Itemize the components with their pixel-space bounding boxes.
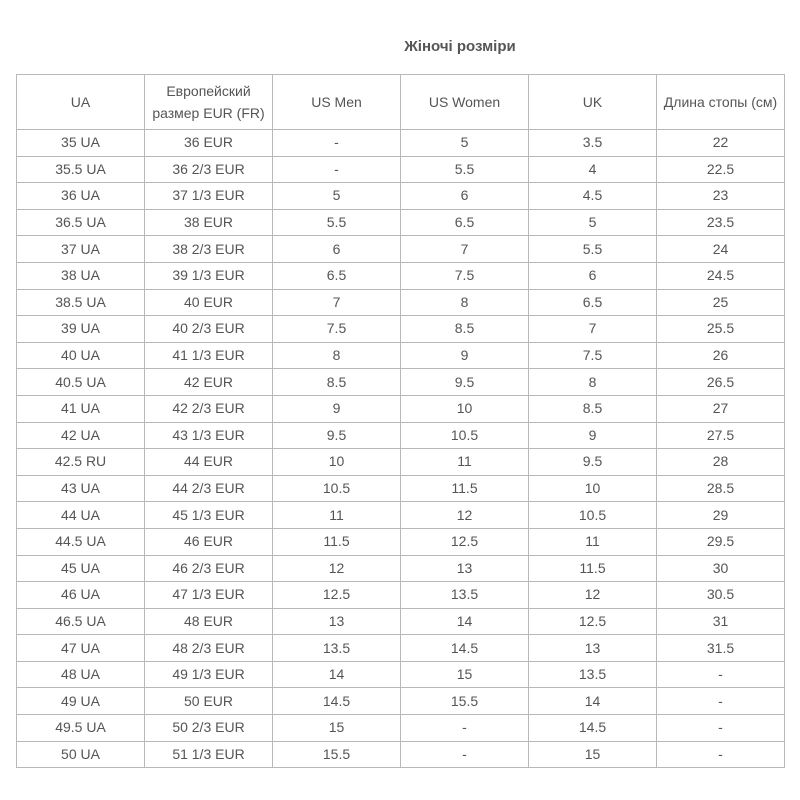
cell-us-women: 10 bbox=[401, 395, 529, 422]
cell-ua: 49 UA bbox=[17, 688, 145, 715]
cell-us-men: - bbox=[273, 156, 401, 183]
cell-us-men: 12.5 bbox=[273, 582, 401, 609]
cell-foot-length: 27.5 bbox=[657, 422, 785, 449]
cell-uk: 6 bbox=[529, 262, 657, 289]
cell-us-women: 6 bbox=[401, 183, 529, 210]
cell-ua: 46 UA bbox=[17, 582, 145, 609]
cell-ua: 36 UA bbox=[17, 183, 145, 210]
cell-us-women: 8 bbox=[401, 289, 529, 316]
table-row bbox=[17, 236, 785, 263]
table-body bbox=[17, 130, 785, 768]
cell-eur: 37 1/3 EUR bbox=[145, 183, 273, 210]
cell-uk: 7 bbox=[529, 316, 657, 343]
cell-us-men: 7.5 bbox=[273, 316, 401, 343]
cell-foot-length: 24 bbox=[657, 236, 785, 263]
cell-us-men: 6 bbox=[273, 236, 401, 263]
size-chart-table bbox=[16, 74, 785, 768]
cell-foot-length: 31 bbox=[657, 608, 785, 635]
cell-eur: 50 EUR bbox=[145, 688, 273, 715]
table-row bbox=[17, 715, 785, 742]
column-header-eur: Европейский размер EUR (FR) bbox=[145, 75, 273, 130]
cell-us-women: 7 bbox=[401, 236, 529, 263]
cell-us-men: 9 bbox=[273, 395, 401, 422]
cell-uk: 14.5 bbox=[529, 715, 657, 742]
cell-foot-length: 28 bbox=[657, 449, 785, 476]
cell-foot-length: 27 bbox=[657, 395, 785, 422]
cell-uk: 9 bbox=[529, 422, 657, 449]
cell-foot-length: 26.5 bbox=[657, 369, 785, 396]
cell-ua: 47 UA bbox=[17, 635, 145, 662]
table-row bbox=[17, 369, 785, 396]
table-row bbox=[17, 608, 785, 635]
cell-eur: 46 2/3 EUR bbox=[145, 555, 273, 582]
table-header-row bbox=[17, 75, 785, 130]
cell-ua: 37 UA bbox=[17, 236, 145, 263]
cell-us-women: 13 bbox=[401, 555, 529, 582]
cell-ua: 35.5 UA bbox=[17, 156, 145, 183]
cell-ua: 42.5 RU bbox=[17, 449, 145, 476]
cell-ua: 49.5 UA bbox=[17, 715, 145, 742]
table-row bbox=[17, 422, 785, 449]
cell-ua: 44 UA bbox=[17, 502, 145, 529]
cell-uk: 8.5 bbox=[529, 395, 657, 422]
cell-ua: 42 UA bbox=[17, 422, 145, 449]
cell-us-women: 12 bbox=[401, 502, 529, 529]
cell-ua: 44.5 UA bbox=[17, 528, 145, 555]
cell-us-women: 6.5 bbox=[401, 209, 529, 236]
cell-eur: 47 1/3 EUR bbox=[145, 582, 273, 609]
page-title: Жіночі розміри bbox=[404, 38, 516, 55]
cell-us-men: 14.5 bbox=[273, 688, 401, 715]
cell-uk: 13.5 bbox=[529, 661, 657, 688]
cell-us-women: 9 bbox=[401, 342, 529, 369]
cell-us-women: 13.5 bbox=[401, 582, 529, 609]
cell-eur: 49 1/3 EUR bbox=[145, 661, 273, 688]
column-header-us-men: US Men bbox=[273, 75, 401, 130]
cell-us-men: 11 bbox=[273, 502, 401, 529]
cell-uk: 9.5 bbox=[529, 449, 657, 476]
cell-eur: 48 2/3 EUR bbox=[145, 635, 273, 662]
cell-us-men: 5.5 bbox=[273, 209, 401, 236]
cell-us-men: 15 bbox=[273, 715, 401, 742]
cell-foot-length: 26 bbox=[657, 342, 785, 369]
table-row bbox=[17, 316, 785, 343]
cell-foot-length: 29.5 bbox=[657, 528, 785, 555]
table-row bbox=[17, 209, 785, 236]
cell-eur: 51 1/3 EUR bbox=[145, 741, 273, 768]
cell-uk: 3.5 bbox=[529, 130, 657, 157]
cell-ua: 38 UA bbox=[17, 262, 145, 289]
cell-foot-length: - bbox=[657, 688, 785, 715]
cell-foot-length: 23.5 bbox=[657, 209, 785, 236]
cell-eur: 39 1/3 EUR bbox=[145, 262, 273, 289]
cell-foot-length: 22 bbox=[657, 130, 785, 157]
cell-us-men: - bbox=[273, 130, 401, 157]
cell-foot-length: 28.5 bbox=[657, 475, 785, 502]
cell-eur: 44 2/3 EUR bbox=[145, 475, 273, 502]
cell-us-women: 14.5 bbox=[401, 635, 529, 662]
cell-ua: 38.5 UA bbox=[17, 289, 145, 316]
cell-eur: 41 1/3 EUR bbox=[145, 342, 273, 369]
column-header-us-women: US Women bbox=[401, 75, 529, 130]
cell-ua: 40.5 UA bbox=[17, 369, 145, 396]
table-row bbox=[17, 555, 785, 582]
cell-us-women: 8.5 bbox=[401, 316, 529, 343]
cell-ua: 40 UA bbox=[17, 342, 145, 369]
cell-ua: 41 UA bbox=[17, 395, 145, 422]
cell-us-men: 6.5 bbox=[273, 262, 401, 289]
column-header-ua: UA bbox=[17, 75, 145, 130]
table-row bbox=[17, 502, 785, 529]
cell-us-men: 8.5 bbox=[273, 369, 401, 396]
cell-us-men: 11.5 bbox=[273, 528, 401, 555]
cell-uk: 15 bbox=[529, 741, 657, 768]
cell-uk: 4.5 bbox=[529, 183, 657, 210]
table-row bbox=[17, 582, 785, 609]
cell-us-women: 12.5 bbox=[401, 528, 529, 555]
cell-us-women: 15 bbox=[401, 661, 529, 688]
cell-ua: 35 UA bbox=[17, 130, 145, 157]
cell-us-men: 10 bbox=[273, 449, 401, 476]
cell-uk: 10.5 bbox=[529, 502, 657, 529]
cell-us-men: 10.5 bbox=[273, 475, 401, 502]
cell-uk: 12 bbox=[529, 582, 657, 609]
cell-us-men: 15.5 bbox=[273, 741, 401, 768]
cell-us-women: 14 bbox=[401, 608, 529, 635]
cell-foot-length: - bbox=[657, 715, 785, 742]
cell-eur: 40 2/3 EUR bbox=[145, 316, 273, 343]
cell-foot-length: - bbox=[657, 741, 785, 768]
cell-uk: 4 bbox=[529, 156, 657, 183]
cell-us-men: 14 bbox=[273, 661, 401, 688]
cell-foot-length: 31.5 bbox=[657, 635, 785, 662]
table-row bbox=[17, 395, 785, 422]
cell-uk: 6.5 bbox=[529, 289, 657, 316]
table-row bbox=[17, 741, 785, 768]
cell-ua: 39 UA bbox=[17, 316, 145, 343]
table-row bbox=[17, 183, 785, 210]
cell-us-men: 13.5 bbox=[273, 635, 401, 662]
cell-us-men: 8 bbox=[273, 342, 401, 369]
cell-foot-length: 30.5 bbox=[657, 582, 785, 609]
column-header-foot-length: Длина стопы (см) bbox=[657, 75, 785, 130]
cell-eur: 42 EUR bbox=[145, 369, 273, 396]
column-header-uk: UK bbox=[529, 75, 657, 130]
cell-us-men: 9.5 bbox=[273, 422, 401, 449]
cell-eur: 46 EUR bbox=[145, 528, 273, 555]
table-row bbox=[17, 342, 785, 369]
cell-us-men: 12 bbox=[273, 555, 401, 582]
cell-eur: 36 EUR bbox=[145, 130, 273, 157]
cell-us-women: - bbox=[401, 715, 529, 742]
cell-ua: 36.5 UA bbox=[17, 209, 145, 236]
table-row bbox=[17, 688, 785, 715]
cell-foot-length: - bbox=[657, 661, 785, 688]
cell-uk: 12.5 bbox=[529, 608, 657, 635]
cell-eur: 45 1/3 EUR bbox=[145, 502, 273, 529]
table-row bbox=[17, 289, 785, 316]
cell-foot-length: 24.5 bbox=[657, 262, 785, 289]
cell-eur: 38 2/3 EUR bbox=[145, 236, 273, 263]
cell-uk: 10 bbox=[529, 475, 657, 502]
cell-foot-length: 25 bbox=[657, 289, 785, 316]
cell-eur: 43 1/3 EUR bbox=[145, 422, 273, 449]
cell-foot-length: 22.5 bbox=[657, 156, 785, 183]
cell-uk: 11 bbox=[529, 528, 657, 555]
cell-ua: 48 UA bbox=[17, 661, 145, 688]
cell-uk: 8 bbox=[529, 369, 657, 396]
cell-foot-length: 23 bbox=[657, 183, 785, 210]
table-row bbox=[17, 661, 785, 688]
cell-us-men: 13 bbox=[273, 608, 401, 635]
table-row bbox=[17, 635, 785, 662]
cell-us-women: 11.5 bbox=[401, 475, 529, 502]
cell-ua: 46.5 UA bbox=[17, 608, 145, 635]
cell-uk: 11.5 bbox=[529, 555, 657, 582]
cell-uk: 5.5 bbox=[529, 236, 657, 263]
cell-foot-length: 29 bbox=[657, 502, 785, 529]
cell-us-men: 5 bbox=[273, 183, 401, 210]
cell-ua: 43 UA bbox=[17, 475, 145, 502]
cell-foot-length: 25.5 bbox=[657, 316, 785, 343]
cell-uk: 14 bbox=[529, 688, 657, 715]
cell-uk: 7.5 bbox=[529, 342, 657, 369]
cell-us-women: - bbox=[401, 741, 529, 768]
table-row bbox=[17, 475, 785, 502]
cell-eur: 40 EUR bbox=[145, 289, 273, 316]
cell-us-women: 5.5 bbox=[401, 156, 529, 183]
table-row bbox=[17, 262, 785, 289]
table-row bbox=[17, 130, 785, 157]
cell-eur: 42 2/3 EUR bbox=[145, 395, 273, 422]
cell-us-women: 10.5 bbox=[401, 422, 529, 449]
cell-ua: 45 UA bbox=[17, 555, 145, 582]
cell-eur: 44 EUR bbox=[145, 449, 273, 476]
cell-uk: 5 bbox=[529, 209, 657, 236]
cell-ua: 50 UA bbox=[17, 741, 145, 768]
cell-eur: 38 EUR bbox=[145, 209, 273, 236]
cell-eur: 48 EUR bbox=[145, 608, 273, 635]
cell-us-women: 15.5 bbox=[401, 688, 529, 715]
cell-us-women: 5 bbox=[401, 130, 529, 157]
cell-us-women: 9.5 bbox=[401, 369, 529, 396]
cell-us-women: 11 bbox=[401, 449, 529, 476]
cell-eur: 36 2/3 EUR bbox=[145, 156, 273, 183]
table-row bbox=[17, 528, 785, 555]
table-row bbox=[17, 449, 785, 476]
cell-us-men: 7 bbox=[273, 289, 401, 316]
table-row bbox=[17, 156, 785, 183]
cell-uk: 13 bbox=[529, 635, 657, 662]
cell-eur: 50 2/3 EUR bbox=[145, 715, 273, 742]
cell-foot-length: 30 bbox=[657, 555, 785, 582]
cell-us-women: 7.5 bbox=[401, 262, 529, 289]
